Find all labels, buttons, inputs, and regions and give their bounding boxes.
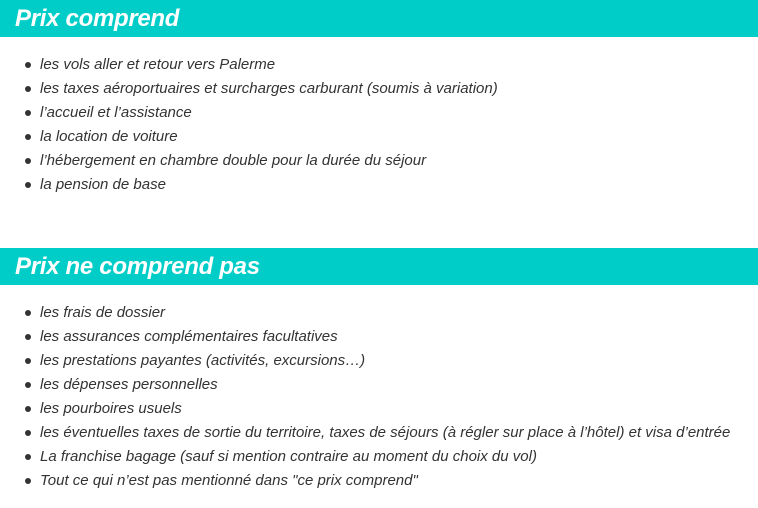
- price-excludes-title: Prix ne comprend pas: [15, 252, 260, 280]
- bullet-icon: [25, 382, 31, 388]
- price-includes-header: [0, 0, 758, 37]
- list-item-text: la location de voiture: [40, 128, 178, 145]
- price-excludes-list: [0, 301, 758, 493]
- list-item-text: les frais de dossier: [40, 304, 166, 321]
- list-item: [0, 397, 758, 421]
- list-item: [0, 125, 758, 149]
- bullet-icon: [25, 406, 31, 412]
- price-includes-section: [0, 0, 758, 197]
- list-item-text: l’hébergement en chambre double pour la durée du séjour: [40, 152, 427, 169]
- bullet-icon: [25, 430, 31, 436]
- list-item: [0, 101, 758, 125]
- list-item: [0, 421, 758, 445]
- bullet-icon: [25, 182, 31, 188]
- list-item-text: les taxes aéroportuaires et surcharges carburant (soumis à variation): [40, 80, 498, 97]
- bullet-icon: [25, 358, 31, 364]
- list-item: [0, 149, 758, 173]
- price-excludes-header: [0, 248, 758, 285]
- list-item: [0, 301, 758, 325]
- list-item-text: l’accueil et l’assistance: [40, 104, 192, 121]
- list-item: [0, 325, 758, 349]
- list-item-text: les vols aller et retour vers Palerme: [40, 56, 276, 73]
- list-item-text: la pension de base: [40, 176, 166, 193]
- bullet-icon: [25, 110, 31, 116]
- list-item: [0, 349, 758, 373]
- list-item-text: les assurances complémentaires facultatives: [40, 328, 338, 345]
- list-item-text: les dépenses personnelles: [40, 376, 218, 393]
- price-includes-list: [0, 53, 758, 197]
- bullet-icon: [25, 86, 31, 92]
- bullet-icon: [25, 310, 31, 316]
- list-item: [0, 373, 758, 397]
- price-excludes-section: [0, 248, 758, 493]
- bullet-icon: [25, 454, 31, 460]
- list-item-text: La franchise bagage (sauf si mention contraire au moment du choix du vol): [40, 448, 537, 465]
- bullet-icon: [25, 478, 31, 484]
- list-item-text: les prestations payantes (activités, excursions…): [40, 352, 366, 369]
- bullet-icon: [25, 158, 31, 164]
- list-item: [0, 445, 758, 469]
- price-includes-title: Prix comprend: [15, 4, 180, 32]
- bullet-icon: [25, 334, 31, 340]
- bullet-icon: [25, 134, 31, 140]
- bullet-icon: [25, 62, 31, 68]
- list-item: [0, 469, 758, 493]
- list-item: [0, 77, 758, 101]
- list-item: [0, 53, 758, 77]
- list-item: [0, 173, 758, 197]
- list-item-text: les pourboires usuels: [40, 400, 182, 417]
- list-item-text: Tout ce qui n’est pas mentionné dans "ce prix comprend": [40, 472, 418, 489]
- list-item-text: les éventuelles taxes de sortie du territoire, taxes de séjours (à régler sur place à l’hôtel) et visa d’entrée: [40, 424, 731, 441]
